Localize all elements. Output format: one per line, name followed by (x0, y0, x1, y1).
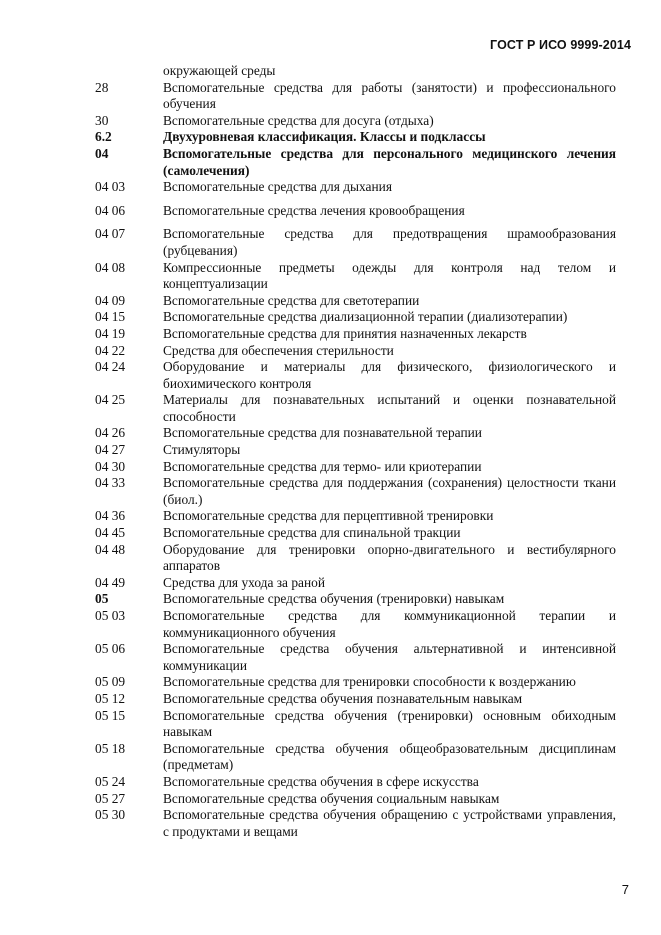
classification-row (95, 741, 616, 774)
classification-row (95, 442, 616, 459)
classification-row (95, 807, 616, 840)
classification-row (95, 674, 616, 691)
classification-row (95, 608, 616, 641)
classification-row (95, 343, 616, 360)
classification-code: 04 49 (95, 574, 126, 590)
classification-code: 04 06 (95, 202, 126, 218)
classification-code: 05 12 (95, 690, 126, 706)
classification-code: 05 06 (95, 641, 126, 657)
classification-code: 04 25 (95, 392, 126, 408)
classification-text: Вспомогательные средства для тренировки способности к воздержанию (163, 674, 576, 690)
classification-row (95, 475, 616, 508)
classification-row (95, 691, 616, 708)
classification-text: Компрессионные предметы одежды для контроля над телом и концептуализации (163, 259, 616, 292)
classification-code: 05 03 (95, 608, 126, 623)
classification-row (95, 179, 616, 196)
classification-row (95, 63, 616, 80)
classification-row (95, 129, 616, 146)
classification-row (95, 226, 616, 259)
classification-code: 05 27 (95, 790, 126, 806)
classification-row (95, 309, 616, 326)
classification-text: Вспомогательные средства обучения (тренировки) навыкам (163, 591, 505, 607)
classification-row (95, 260, 616, 293)
classification-code: 05 09 (95, 674, 126, 690)
classification-text: Вспомогательные средства для досуга (отдыха) (163, 112, 434, 128)
classification-text: Вспомогательные средства для спинальной тракции (163, 525, 461, 541)
classification-text: Оборудование и материалы для физического, физиологического и биохимического контроля (163, 359, 616, 391)
classification-code: 04 19 (95, 325, 126, 341)
classification-code: 04 22 (95, 342, 126, 358)
classification-code: 04 27 (95, 442, 126, 458)
classification-text: Вспомогательные средства для дыхания (163, 179, 392, 195)
classification-text: Вспомогательные средства обучения обращению с устройствами управления, с продуктами и вещами (163, 807, 616, 839)
classification-text: Вспомогательные средства для работы (занятости) и профессионального обучения (163, 79, 616, 112)
classification-list (95, 63, 616, 840)
classification-row (95, 791, 616, 808)
classification-code: 6.2 (95, 129, 112, 145)
classification-row (95, 591, 616, 608)
classification-row (95, 326, 616, 343)
classification-code: 04 09 (95, 292, 126, 308)
classification-code: 04 03 (95, 179, 126, 195)
classification-code: 04 (95, 145, 109, 161)
classification-text: Вспомогательные средства для познавательной терапии (163, 425, 482, 441)
page-number: 7 (621, 882, 629, 897)
classification-row (95, 525, 616, 542)
classification-text: Средства для ухода за раной (163, 574, 325, 590)
classification-text: Вспомогательные средства обучения социальным навыкам (163, 790, 500, 806)
classification-row (95, 708, 616, 741)
classification-row (95, 542, 616, 575)
classification-code: 28 (95, 79, 109, 95)
classification-text: Вспомогательные средства для коммуникационной терапии и коммуникационного обучения (163, 608, 616, 640)
classification-code: 04 48 (95, 541, 126, 557)
classification-code: 04 26 (95, 425, 126, 441)
classification-text: Вспомогательные средства для перцептивной тренировки (163, 508, 494, 524)
classification-code: 04 45 (95, 525, 126, 541)
classification-text: Вспомогательные средства диализационной терапии (диализотерапии) (163, 309, 568, 325)
classification-row (95, 359, 616, 392)
classification-row (95, 575, 616, 592)
classification-code: 04 07 (95, 226, 126, 242)
classification-text: Вспомогательные средства для принятия назначенных лекарств (163, 325, 527, 341)
classification-text: Вспомогательные средства для поддержания (сохранения) целостности ткани (биол.) (163, 475, 616, 507)
classification-text: Вспомогательные средства для персонального медицинского лечения (самолечения) (163, 145, 616, 178)
classification-code: 05 18 (95, 740, 126, 756)
classification-row (95, 459, 616, 476)
classification-code: 05 15 (95, 707, 126, 723)
classification-text: Вспомогательные средства обучения в сфере искусства (163, 773, 479, 789)
classification-code (95, 63, 163, 80)
classification-text: Вспомогательные средства для термо- или криотерапии (163, 458, 482, 474)
classification-row (95, 392, 616, 425)
classification-row (95, 146, 616, 179)
classification-text: окружающей среды (163, 63, 276, 78)
classification-row (95, 113, 616, 130)
classification-text: Материалы для познавательных испытаний и оценки познавательной способности (163, 392, 616, 424)
classification-row (95, 425, 616, 442)
classification-row (95, 774, 616, 791)
classification-text: Вспомогательные средства обучения альтернативной и интенсивной коммуникации (163, 641, 616, 673)
classification-row (95, 508, 616, 525)
classification-text: Вспомогательные средства обучения (тренировки) основным обиходным навыкам (163, 707, 616, 740)
classification-text: Вспомогательные средства для предотвращения шрамообразования (рубцевания) (163, 226, 616, 258)
classification-text: Вспомогательные средства обучения познавательным навыкам (163, 690, 523, 706)
classification-text: Вспомогательные средства лечения кровообращения (163, 202, 465, 218)
classification-code: 05 (95, 591, 109, 607)
classification-code: 30 (95, 112, 109, 128)
classification-text: Средства для обеспечения стерильности (163, 342, 394, 358)
document-header: ГОСТ Р ИСО 9999-2014 (490, 38, 631, 52)
classification-row (95, 203, 616, 220)
classification-row (95, 641, 616, 674)
classification-code: 04 30 (95, 458, 126, 474)
classification-code: 04 08 (95, 259, 126, 275)
classification-code: 05 24 (95, 773, 126, 789)
classification-row (95, 80, 616, 113)
classification-row (95, 293, 616, 310)
classification-code: 04 24 (95, 359, 126, 375)
classification-text: Двухуровневая классификация. Классы и подклассы (163, 129, 486, 145)
classification-code: 04 36 (95, 508, 126, 524)
classification-code: 04 15 (95, 309, 126, 325)
classification-text: Вспомогательные средства для светотерапии (163, 292, 420, 308)
classification-text: Оборудование для тренировки опорно-двигательного и вестибулярного аппаратов (163, 541, 616, 574)
classification-code: 04 33 (95, 475, 126, 491)
classification-text: Вспомогательные средства обучения общеобразовательным дисциплинам (предметам) (163, 740, 616, 773)
classification-text: Стимуляторы (163, 442, 241, 458)
classification-code: 05 30 (95, 807, 126, 823)
